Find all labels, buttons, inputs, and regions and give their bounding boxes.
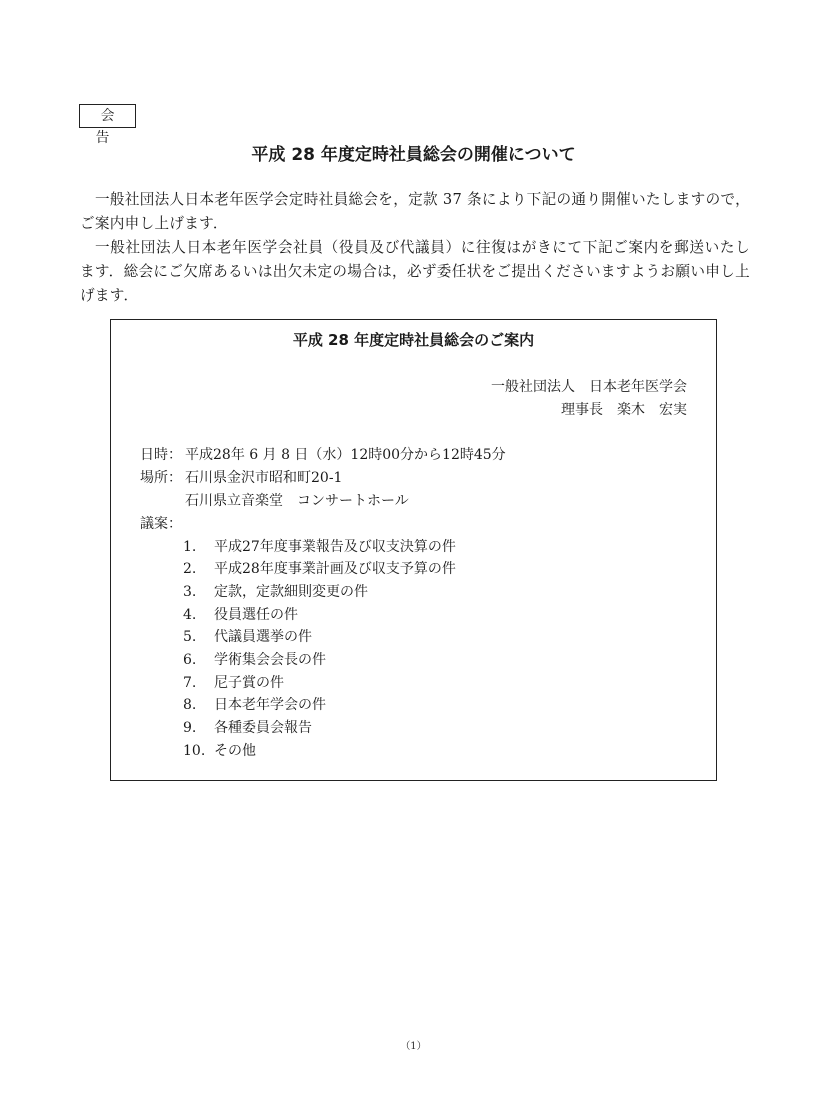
chairperson: 理事長 楽木 宏実 [561,402,687,418]
agenda-label: 議案： [140,516,182,532]
announcement-title: 平成 28 年度定時社員総会のご案内 [292,331,535,349]
date-value: 平成28年 6 月 8 日（水）12時00分から12時45分 [185,447,506,463]
agenda-item [183,558,456,580]
place-address: 石川県金沢市昭和町20-1 [185,470,343,486]
agenda-item [183,626,312,648]
intro-paragraph-2: 一般社団法人日本老年医学会社員（役員及び代議員）に往復はがきにて下記ご案内を郵送いたします．総会にご欠席あるいは出欠未定の場合は，必ず委任状をご提出くださいますようお願い申し上げます． [80,239,750,304]
agenda-item-text: 代議員選挙の件 [214,629,312,645]
agenda-item-text: 各種委員会報告 [214,720,312,736]
agenda-item-text: 学術集会会長の件 [214,652,326,668]
agenda-item-text: その他 [214,743,256,759]
agenda-item-number: 5. [183,629,197,645]
agenda-item [183,604,298,626]
agenda-item-number: 6. [183,652,197,668]
agenda-item-number: 4. [183,607,197,623]
intro-paragraph-1: 一般社団法人日本老年医学会定時社員総会を，定款 37 条により下記の通り開催いたしますので，ご案内申し上げます． [80,191,750,232]
notice-label: 会 告 [79,104,136,128]
agenda-item-text: 役員選任の件 [214,607,298,623]
agenda-item-number: 9. [183,720,197,736]
agenda-item [183,717,312,739]
agenda-item [183,649,326,671]
agenda-item-text: 日本老年学会の件 [214,697,326,713]
agenda-item-number: 7. [183,675,197,691]
agenda-item [183,581,368,603]
agenda-item [183,536,456,558]
agenda-item-text: 平成28年度事業計画及び収支予算の件 [214,561,456,577]
agenda-item-text: 定款，定款細則変更の件 [214,584,368,600]
agenda-item-number: 3. [183,584,197,600]
place-row [140,467,342,489]
agenda-item [183,694,326,716]
page-title: 平成 28 年度定時社員総会の開催について [251,145,576,165]
agenda-item-number: 2. [183,561,197,577]
agenda-item-number: 1. [183,539,197,555]
page-number: （1） [400,1041,427,1052]
agenda-item-text: 尼子賞の件 [214,675,284,691]
agenda-item-number: 8. [183,697,197,713]
place-venue: 石川県立音楽堂 コンサートホール [185,493,409,509]
agenda-item-text: 平成27年度事業報告及び収支決算の件 [214,539,456,555]
agenda-item [183,672,284,694]
agenda-item-number: 10. [183,743,206,759]
date-label: 日時： [140,447,182,463]
organization-name: 一般社団法人 日本老年医学会 [491,379,687,395]
place-label: 場所： [140,470,182,486]
date-row [140,444,506,466]
agenda-item [183,740,256,762]
agenda-row [140,513,185,535]
